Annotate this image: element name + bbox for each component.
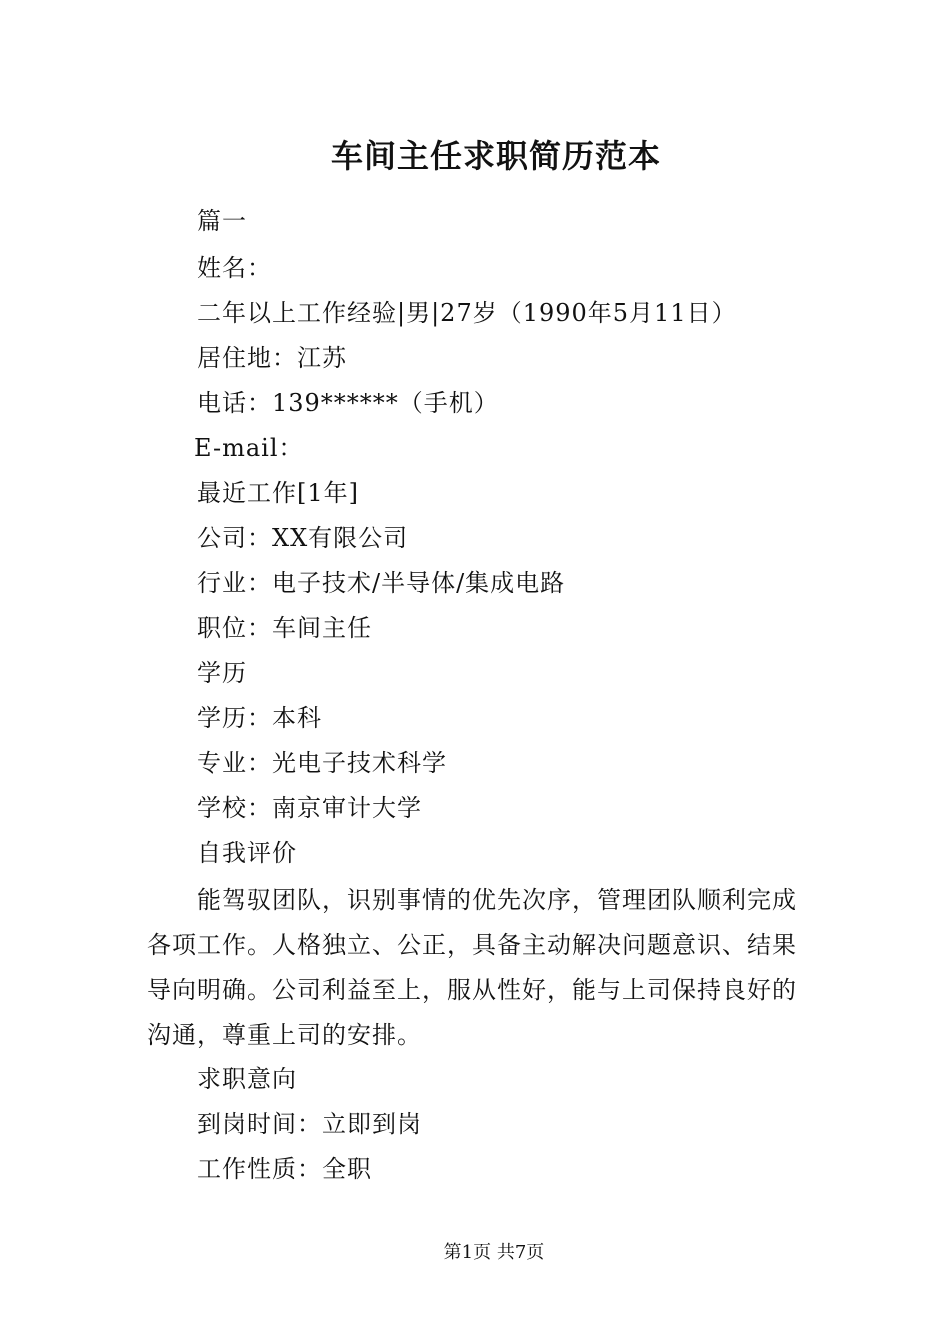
availability-line: 到岗时间：立即到岗	[197, 1110, 422, 1138]
section-heading-part-one: 篇一	[197, 207, 247, 235]
residence-line: 居住地：江苏	[197, 344, 347, 372]
document-title: 车间主任求职简历范本	[330, 137, 661, 175]
recent-work-line: 最近工作[1年]	[197, 479, 359, 507]
degree-line: 学历：本科	[197, 704, 322, 732]
position-line: 职位：车间主任	[197, 614, 372, 642]
major-line: 专业：光电子技术科学	[197, 749, 447, 777]
school-line: 学校：南京审计大学	[197, 794, 422, 822]
page-footer: 第1页 共7页	[443, 1242, 545, 1263]
job-intention-heading: 求职意向	[197, 1065, 297, 1093]
phone-line: 电话：139******（手机）	[197, 389, 499, 417]
education-heading: 学历	[197, 659, 247, 687]
company-line: 公司：XX有限公司	[197, 524, 409, 552]
industry-line: 行业：电子技术/半导体/集成电路	[197, 569, 566, 597]
name-line: 姓名：	[197, 254, 272, 282]
self-evaluation-paragraph: 能驾驭团队，识别事情的优先次序，管理团队顺利完成各项工作。人格独立、公正，具备主动解决问题意识、结果导向明确。公司利益至上，服从性好，能与上司保持良好的沟通，尊重上司的安排。	[147, 886, 797, 1049]
self-evaluation-heading: 自我评价	[197, 839, 297, 867]
email-line: E-mail：	[194, 434, 304, 462]
experience-line: 二年以上工作经验|男|27岁（1990年5月11日）	[197, 299, 737, 327]
job-type-line: 工作性质：全职	[197, 1155, 372, 1183]
